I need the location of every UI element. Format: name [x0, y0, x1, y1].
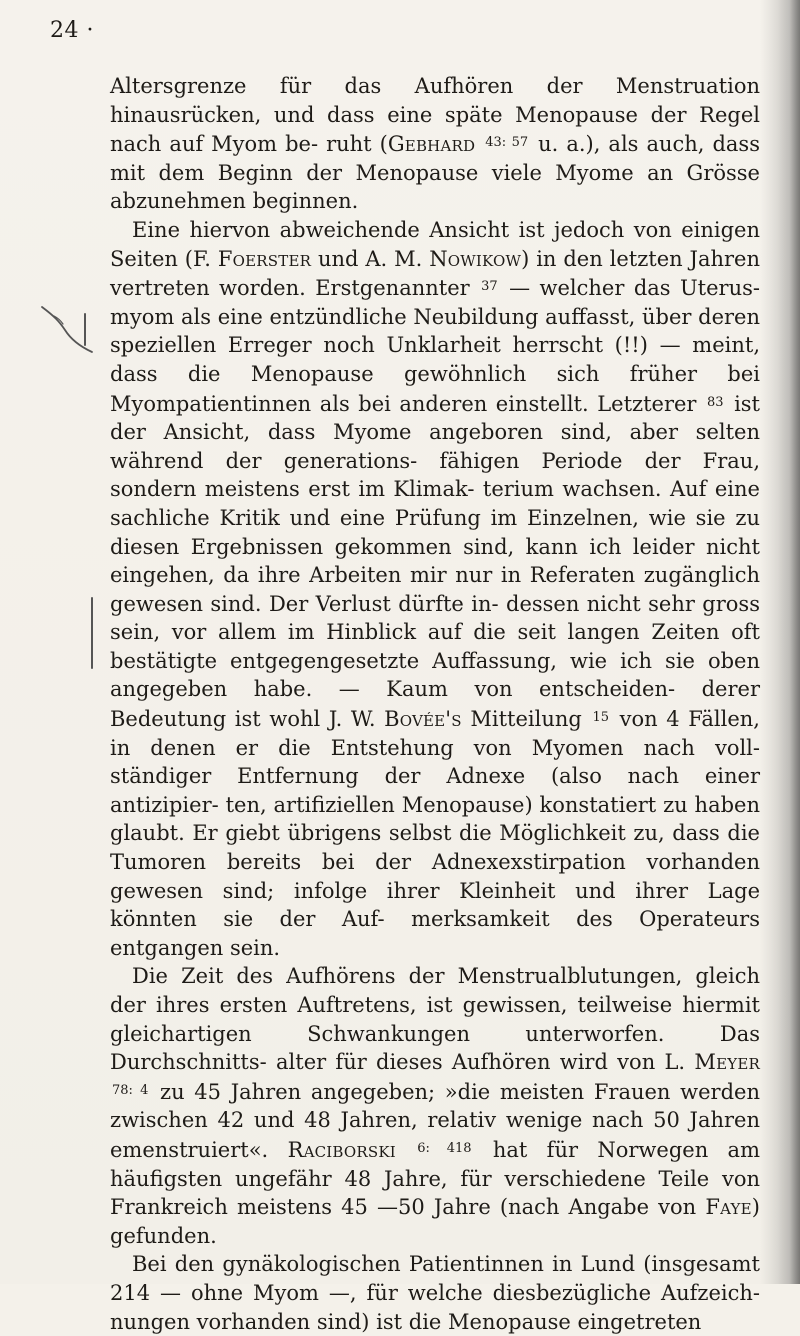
text-line: myom als eine entzündliche Neubildung auffasst, über deren	[110, 304, 760, 329]
text-fragment: ) in den letzten Jahren	[521, 246, 760, 271]
text-fragment: Seiten (F.	[110, 246, 218, 271]
text-line: die Menopause gewöhnlich sich früher bei Myompatientinnen	[110, 361, 760, 416]
text-line: der Menopause viele Myome an Grösse abzunehmen beginnen.	[110, 160, 760, 214]
text-line: giebt übrigens selbst die Möglichkeit zu, dass die Tumoren	[110, 821, 760, 875]
reference-number: 83	[706, 394, 724, 410]
text-fragment: Mitteilung	[461, 707, 591, 732]
paragraph-3	[110, 962, 760, 1250]
author-name: Bovée's	[384, 707, 462, 732]
text-fragment: —50 Jahre (nach Angabe von	[376, 1195, 706, 1220]
text-fragment: u. a.), als auch, dass mit dem Beginn	[110, 132, 760, 185]
text-fragment: zu 45	[150, 1079, 222, 1104]
text-line: Eine hiervon abweichende Ansicht ist jedoch von einigen	[132, 217, 760, 242]
text-line: Bei den gynäkologischen Patientinnen in Lund (insgesamt	[132, 1252, 760, 1277]
text-line: Die Zeit des Aufhörens der Menstrualblutungen, gleich	[132, 964, 760, 989]
reference-number: 6: 418	[417, 1140, 472, 1156]
reference-number: 78: 4	[112, 1082, 149, 1098]
text-line: gleichartigen Schwankungen unterworfen. Das Durchschnitts-	[110, 1021, 760, 1075]
text-line: seit langen Zeiten oft bestätigte entgegengesetzte Auffassung,	[110, 620, 760, 673]
text-line: bereits bei der Adnexexstirpation vorhanden gewesen sind;	[110, 850, 760, 903]
page-edge-shadow	[778, 0, 800, 1284]
reference-number: 15	[592, 710, 609, 726]
text-fragment: alter für dieses Aufhören wird von L.	[276, 1050, 695, 1075]
reference-number: 37	[481, 279, 498, 295]
page-number: 24 ·	[50, 18, 94, 43]
margin-pencil-line	[88, 596, 96, 670]
author-name: Raciborski	[287, 1137, 396, 1162]
paragraph-1	[110, 72, 760, 216]
text-line: Myome angeboren sind, aber selten während der generations-	[110, 420, 760, 473]
text-line: 4 Fällen, in denen er die Entstehung von Myomen nach voll-	[110, 707, 760, 760]
text-line: merksamkeit des Operateurs entgangen sein.	[110, 907, 760, 960]
text-line: und 48 Jahren, relativ wenige nach 50 Jahren emenstruiert«.	[110, 1108, 760, 1162]
text-line: fähigen Periode der Frau, sondern meistens erst im Klimak-	[110, 448, 760, 502]
text-fragment: ) gefunden.	[110, 1195, 760, 1248]
text-line: wie ich sie oben angegeben habe. — Kaum von entscheiden-	[110, 648, 760, 702]
text-line: und dass eine späte Menopause der Regel nach auf Myom be-	[110, 102, 760, 157]
reference-number: 43: 57	[485, 135, 529, 151]
margin-pencil-mark	[36, 300, 100, 360]
text-line: ten, artifiziellen Menopause) konstatiert zu haben glaubt. Er	[110, 792, 760, 846]
text-line: Jahren angegeben; »die meisten Frauen werden zwischen 42	[110, 1079, 760, 1133]
text-line: der ihres ersten Auftretens, ist gewissen, teilweise hiermit	[110, 993, 760, 1017]
text-line: 214 — ohne Myom —, für welche diesbezügliche Aufzeich-	[110, 1280, 760, 1305]
text-fragment: — welcher das Uterus-	[499, 276, 760, 301]
text-line: kann ich leider nicht eingehen, da ihre Arbeiten mir nur in	[110, 534, 760, 588]
author-name: Nowikow	[429, 246, 522, 271]
text-fragment: vertreten worden. Erstgenannter	[110, 276, 480, 301]
text-line: speziellen Erreger noch Unklarheit herrscht (!!) — meint, dass	[110, 333, 760, 386]
text-fragment: und A. M.	[311, 246, 430, 271]
text-line: im Einzelnen, wie sie zu diesen Ergebnissen gekommen sind,	[110, 505, 760, 559]
text-fragment: von	[611, 707, 658, 732]
text-fragment: ruht (	[326, 132, 388, 157]
text-line: Referaten zugänglich gewesen sind. Der Verlust dürfte in-	[110, 563, 760, 616]
text-fragment: derer Bedeutung ist wohl J. W.	[110, 677, 760, 732]
author-name: Faye	[705, 1195, 752, 1220]
paragraph-2	[110, 216, 760, 962]
text-fragment: hat für Norwegen am häufigsten ungefähr	[110, 1137, 760, 1191]
text-line: 48 Jahre, für verschiedene Teile von Frankreich meistens 45	[110, 1166, 760, 1220]
text-fragment: als bei anderen einstellt. Letzterer	[319, 391, 705, 416]
author-name: Gebhard	[387, 132, 476, 157]
text-fragment: ist der Ansicht, dass	[110, 391, 760, 445]
text-line: terium wachsen. Auf eine sachliche Kritik und eine Prüfung	[110, 477, 760, 530]
author-name: Foerster	[217, 246, 312, 271]
text-line: infolge ihrer Kleinheit und ihrer Lage könnten sie der Auf-	[110, 878, 760, 932]
text-line: Altersgrenze für das Aufhören der Menstruation hinausrücken,	[110, 74, 760, 127]
text-line: nungen vorhanden sind) ist die Menopause eingetreten	[110, 1309, 702, 1334]
paragraph-4	[110, 1250, 760, 1336]
author-name: Meyer	[694, 1050, 760, 1075]
text-line: dessen nicht sehr gross sein, vor allem im Hinblick auf die	[110, 591, 760, 645]
text-line: ständiger Entfernung der Adnexe (also nach einer antizipier-	[110, 764, 760, 817]
main-text	[110, 72, 760, 1336]
